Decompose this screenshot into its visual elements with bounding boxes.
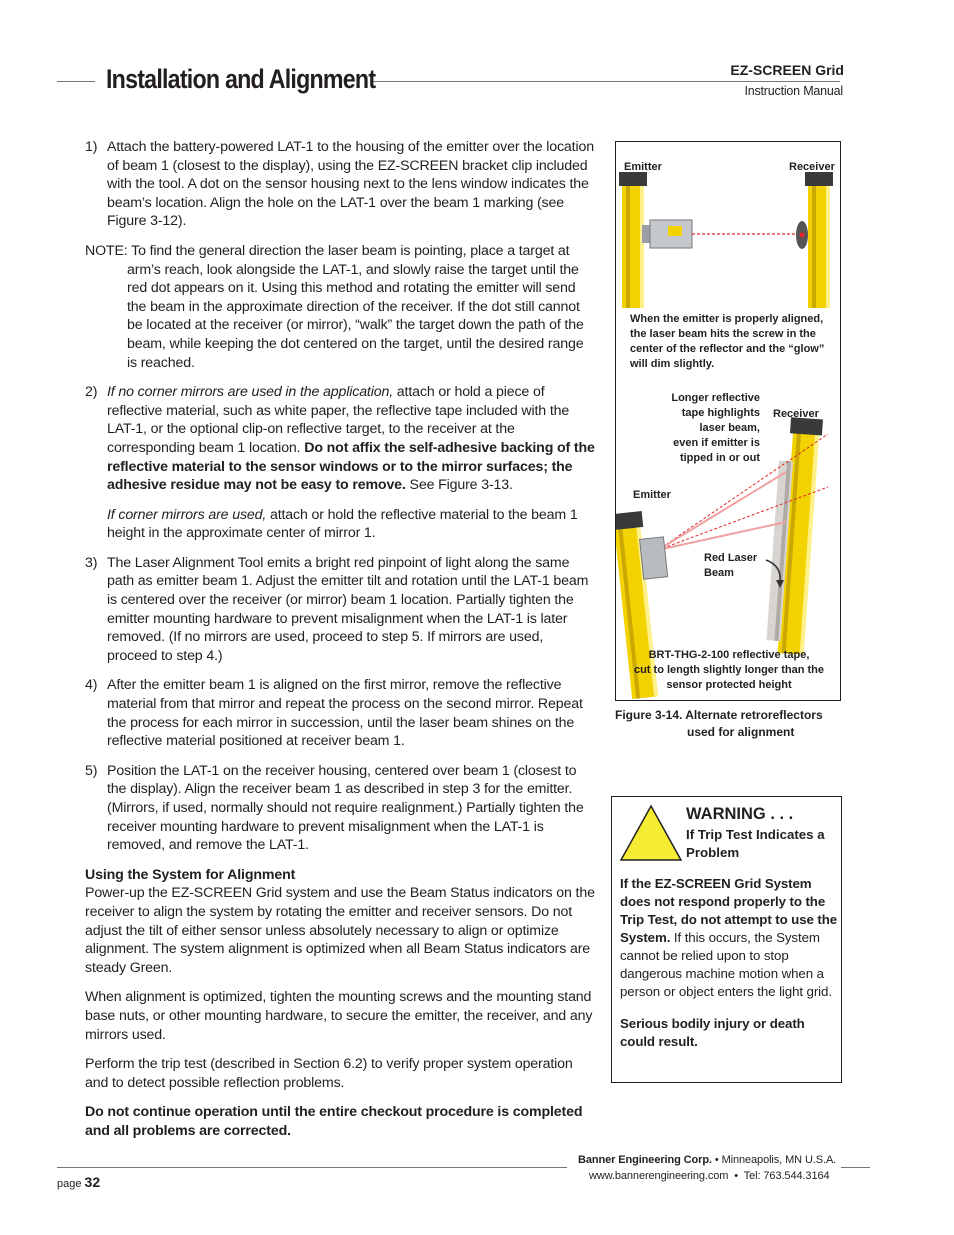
step-number: 4) xyxy=(85,677,98,694)
note: NOTE: To find the general direction the laser beam is pointing, place a target at arm’s reach, look alongside the LAT-1, and slowly raise the target until the red dot appears on it. Using this method and rotating the emitter will send the beam in the approximate direction of the receiver. If the dot still cannot be located at the receiver (or mirror), “walk” the target down the path of the beam, while keeping the dot centered on the target, until the desired range is reached. xyxy=(85,242,584,371)
step-3 xyxy=(85,554,595,666)
warning-triangle-icon xyxy=(619,804,683,862)
step-number: 3) xyxy=(85,554,98,571)
label-red-laser xyxy=(704,551,757,581)
label-receiver-top: Receiver xyxy=(789,161,835,173)
step-text: The Laser Alignment Tool emits a bright red pinpoint of light along the same path as emitter beam 1. Adjust the emitter tilt and rotation until the LAT-1 beam is centered over the receiver (or mirror) beam 1 location. Partially tighten the emitter mounting hardware to prevent misalignment when the LAT-1 is later removed. (If no mirrors are used, proceed to step 5. If mirrors are used, proceed to step 4.) xyxy=(107,554,589,664)
figure-3-14 xyxy=(615,141,841,701)
figure-caption-line-1: Figure 3-14. Alternate retroreflectors xyxy=(615,708,823,722)
page-number-value: 32 xyxy=(84,1174,101,1190)
caption-line: will dim slightly. xyxy=(630,358,715,370)
label-line: Longer reflective xyxy=(671,392,760,404)
warning-body-text: If this occurs, the System cannot be relied upon to stop dangerous machine motion when a person or object enters the light grid. xyxy=(620,930,832,999)
label-line: tape highlights xyxy=(681,407,760,419)
step-text: attach or hold a piece of reflective material, such as white paper, the reflective tape included with the LAT-1, or the optional clip-on reflective target, to the receiver at the corresponding beam 1 location. xyxy=(107,384,570,456)
warning-body-bold: If the EZ-SCREEN Grid System does not respond properly to the Trip Test, do not attempt to use the System. xyxy=(620,876,838,945)
optimized-paragraph: When alignment is optimized, tighten the mounting screws and the mounting stand base nuts, or other mounting hardware, to secure the emitter, the receiver, and any mirrors used. xyxy=(85,989,593,1043)
step-2-mirrors xyxy=(85,506,595,543)
label-longer-tape xyxy=(656,391,760,466)
warning-heading: WARNING . . . xyxy=(686,805,794,823)
using-system-section xyxy=(85,866,595,978)
label-reflective-tape xyxy=(620,648,838,693)
product-name: EZ-SCREEN Grid xyxy=(730,62,844,78)
header-rule-left xyxy=(57,81,95,82)
step-2 xyxy=(85,383,595,495)
body-column xyxy=(85,138,595,1152)
company-name: Banner Engineering Corp. xyxy=(578,1154,712,1166)
caption-line: When the emitter is properly aligned, xyxy=(630,313,824,325)
label-line: Beam xyxy=(704,567,734,579)
label-receiver-mid: Receiver xyxy=(773,408,819,420)
footer-rule-right xyxy=(841,1167,870,1168)
label-line: BRT-THG-2-100 reflective tape, xyxy=(648,649,810,661)
step-number: 1) xyxy=(85,139,98,155)
page-number xyxy=(57,1174,100,1190)
step-italic: If no corner mirrors are used in the application, xyxy=(107,384,394,401)
label-line: sensor protected height xyxy=(666,679,792,691)
step-italic: If corner mirrors are used, xyxy=(107,506,267,523)
final-warning-paragraph: Do not continue operation until the entire checkout procedure is completed and all problems are corrected. xyxy=(85,1104,583,1139)
figure-caption-line-2: used for alignment xyxy=(687,725,795,739)
section-text: Power-up the EZ-SCREEN Grid system and use the Beam Status indicators on the receiver to align the system by rotating the emitter and receiver sensors. Do not adjust the tilt of either sensor unless absolutely necessary to align or optimize alignment. The system alignment is optimized when all Beam Status indicators are steady Green. xyxy=(85,885,595,976)
page-label: page xyxy=(57,1178,85,1190)
caption-alignment xyxy=(630,312,835,372)
footer-rule-left xyxy=(57,1167,567,1168)
footer-contact: www.bannerengineering.com • Tel: 763.544.3164 xyxy=(589,1170,830,1182)
label-emitter-mid: Emitter xyxy=(633,489,671,501)
trip-test-paragraph: Perform the trip test (described in Section 6.2) to verify proper system operation and to detect possible reflection problems. xyxy=(85,1056,573,1091)
step-text-end: See Figure 3-13. xyxy=(405,477,513,494)
warning-body xyxy=(620,875,838,1065)
company-location: • Minneapolis, MN U.S.A. xyxy=(711,1154,837,1166)
page-title: Installation and Alignment xyxy=(106,64,376,94)
label-line: even if emitter is xyxy=(673,437,760,449)
warning-subheading: If Trip Test Indicates a Problem xyxy=(686,827,825,860)
step-number: 2) xyxy=(85,384,98,401)
step-4 xyxy=(85,676,595,750)
step-text: Position the LAT-1 on the receiver housing, centered over beam 1 (closest to the display). Align the receiver beam 1 as described in step 3 for the emitter. (Mirrors, if used, normally should not require realignment.) Partially tighten the receiver mounting hardware to prevent misalignment when the LAT-1 is removed, and remove the LAT-1. xyxy=(107,762,584,854)
section-heading: Using the System for Alignment xyxy=(85,866,296,883)
step-number: 5) xyxy=(85,762,98,779)
footer-company xyxy=(578,1154,836,1166)
step-text: attach or hold the reflective material to the beam 1 height in the approximate center of mirror 1. xyxy=(107,506,578,542)
label-line: tipped in or out xyxy=(679,452,760,464)
header-rule-right xyxy=(370,81,840,82)
step-1 xyxy=(85,138,595,231)
caption-line: center of the reflector and the “glow” xyxy=(630,343,825,355)
label-line: cut to length slightly longer than the xyxy=(633,664,825,676)
caption-line: the laser beam hits the screw in the xyxy=(630,328,816,340)
warning-box xyxy=(611,796,842,1083)
label-emitter-top: Emitter xyxy=(624,161,662,173)
warning-final: Serious bodily injury or death could result. xyxy=(620,1016,805,1049)
figure-caption xyxy=(615,707,841,741)
step-text: After the emitter beam 1 is aligned on the first mirror, remove the reflective material from that mirror and repeat the process on the second mirror. Repeat the process for each mirror in succession, until the laser beam shines on the reflective material positioned at receiver beam 1. xyxy=(107,677,583,750)
step-5 xyxy=(85,762,595,855)
step-bold: Do not affix the self-adhesive backing of the reflective material to the sensor windows or to the mirror surfaces; the adhesive residue may not be easy to remove. xyxy=(107,439,595,494)
label-line: Red Laser xyxy=(704,552,758,564)
manual-label: Instruction Manual xyxy=(744,84,843,98)
label-line: laser beam, xyxy=(699,422,760,434)
step-text: Attach the battery-powered LAT-1 to the housing of the emitter over the location of beam 1 (closest to the display), using the EZ-SCREEN bracket clip included with the tool. A dot on the sensor housing next to the lens window indicates the beam’s location. Align the hole on the LAT-1 over the beam 1 marking (see Figure 3-12). xyxy=(107,139,594,230)
